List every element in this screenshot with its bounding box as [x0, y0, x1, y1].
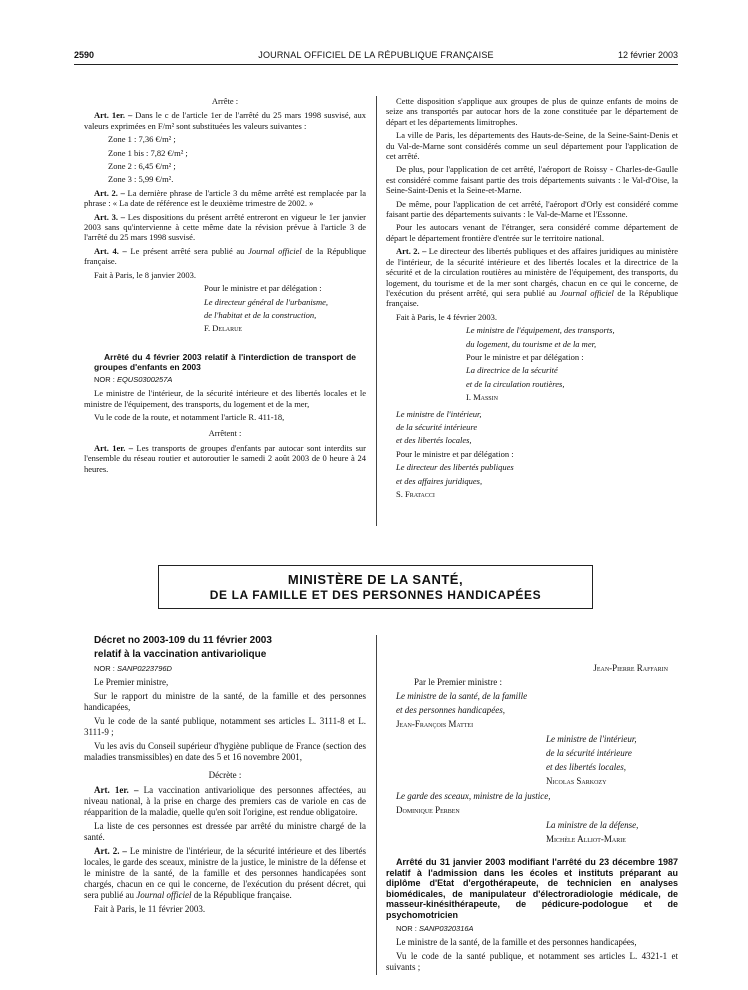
arrete-ergotherapeute: Arrêté du 31 janvier 2003 modifiant l'arrêté du 23 décembre 1987 relatif à l'admission dans les écoles et instituts préparant au diplôme d'Etat d'ergothérapeute, de technicien en analyses biomédicales, de manipulateur d'électroradiologie médicale, de masseur-kinésithérapeute, de pédicure-podologue et de psychomotricien NOR : SANP0320316A Le ministre de la santé, de la famille et des personnes handicapées, Vu le code de la santé publique, et notamment ses articles L. 4321-1 et suivants ; [386, 857, 678, 972]
article-2: Art. 2. – La dernière phrase de l'article 3 du même arrêté est remplacée par la phrase : « La date de référence est le deuxième trimestre de 2002. » [84, 187, 367, 209]
signature-defense: La ministre de la défense, Michèle Alliot-Marie [546, 820, 639, 844]
arrete-title: Arrêté du 4 février 2003 relatif à l'interdiction de transport de groupes d'enfants en 2003 [94, 351, 356, 372]
column-divider [376, 96, 377, 526]
signature-sante: Le ministre de la santé, de la famille et des personnes handicapées, Jean-François Mattei [396, 691, 528, 729]
ministry-line-1: MINISTÈRE DE LA SANTÉ, [287, 572, 464, 587]
signature-justice: Le garde des sceaux, ministre de la justice, Dominique Perben [396, 791, 551, 815]
header-rule [74, 64, 678, 65]
zone-1-bis: Zone 1 bis : 7,82 €/m² ; [108, 147, 188, 158]
fait-a-paris: Fait à Paris, le 8 janvier 2003. [94, 269, 196, 280]
signature-interieur-2: Le ministre de l'intérieur, de la sécurité intérieure et des libertés locales, Nicolas Sarkozy [546, 734, 637, 786]
signature-equipement: Le ministre de l'équipement, des transports, du logement, du tourisme et de la mer, Pour le ministre et par délégation : La directrice de la sécurité et de la circulation routières, I. Massin [466, 325, 615, 403]
zone-1: Zone 1 : 7,36 €/m² ; [108, 134, 176, 145]
zone-3: Zone 3 : 5,99 €/m². [108, 174, 174, 185]
nor-reference: NOR : EQUS0300257A [94, 374, 173, 384]
article-3: Art. 3. – Les dispositions du présent arrêté entreront en vigueur le 1er janvier 2003 sans qu'intervienne à cette même date la révision prévue à l'article 3 de l'arrêté du 25 mars 1998 susvisé. [84, 211, 366, 243]
decret-column: Décret no 2003-109 du 11 février 2003 relatif à la vaccination antivariolique NOR : SANP0223796D Le Premier ministre, Sur le rapport du ministre de la santé, de la famille et des personnes handicapées, Vu le code de la santé publique, notamment ses articles L. 3111-8 et L. 3111-9 ; Vu les avis du Conseil supérieur d'hygiène publique de France (section des maladies transmissibles) en date des 5 et 16 novembre 2001, Décrète : Art. 1er. – La vaccination antivariolique des personnes affectées, au niveau national, à la prise en charge des premiers cas de variole en cas de réapparition de la maladie, quelle qu'en soit l'origine, est rendue obligatoire. La liste de ces personnes est dressée par arrêté du ministre chargé de la santé. Art. 2. – Le ministre de l'intérieur, de la sécurité intérieure et des libertés locales, le garde des sceaux, ministre de la justice, le ministre de la défense et le ministre de la santé, de la famille et des personnes handicapées sont chargés, chacun en ce qui le concerne, de l'exécution du présent décret, qui sera publié au Journal officiel de la République française. Fait à Paris, le 11 février 2003. [84, 635, 367, 914]
arrete-transport-enfants: Arrêté du 4 février 2003 relatif à l'interdiction de transport de groupes d'enfants en 2003 NOR : EQUS0300257A Le ministre de l'intérieur, de la sécurité intérieure et des libertés locales et le ministre de l'équipement, des transports, du logement et de la mer, Vu le code de la route, et notamment l'article R. 411-18, Arrêtent : Art. 1er. – Les transports de groupes d'enfants par autocar sont interdits sur l'ensemble du réseau routier et autoroutier le samedi 2 août 2003 de 0 heure à 24 heures. [84, 351, 367, 474]
journal-title: JOURNAL OFFICIEL DE LA RÉPUBLIQUE FRANÇAISE [258, 50, 494, 60]
decret-title-1: Décret no 2003-109 du 11 février 2003 [94, 635, 272, 646]
signature-interieur: Le ministre de l'intérieur, de la sécurité intérieure et des libertés locales, Pour le ministre et par délégation : Le directeur des libertés publiques et des affaires juridiques, S. Fratacci [396, 408, 514, 499]
decret-article-1: Art. 1er. – La vaccination antivariolique des personnes affectées, au niveau national, à la prise en charge des premiers cas de variole en cas de réapparition de la maladie, quelle qu'en soit l'origine, est rendue obligatoire. [84, 785, 367, 817]
issue-date: 12 février 2003 [617, 50, 678, 60]
arrete-3-title: Arrêté du 31 janvier 2003 modifiant l'arrêté du 23 décembre 1987 relatif à l'admission dans les écoles et instituts préparant au diplôme d'Etat d'ergothérapeute, de technicien en analyses biomédicales, de manipulateur d'électroradiologie médicale, de masseur-kinésithérapeute, de pédicure-podologue et de psychomotricien [386, 857, 678, 920]
page-header [74, 50, 678, 64]
bottom-right-column: Jean-Pierre Raffarin Par le Premier ministre : Le ministre de la santé, de la famille et des personnes handicapées, Jean-François Mattei Le ministre de l'intérieur, de la sécurité intérieure et des libertés locales, Nicolas Sarkozy Le garde des sceaux, ministre de la justice, Dominique Perben La ministre de la défense, Michèle Alliot-Marie Arrêté du 31 janvier 2003 modifiant l'arrêté du 23 décembre 1987 relatif à l'admission dans les écoles et instituts préparant au diplôme d'Etat d'ergothérapeute, de technicien en analyses biomédicales, de manipulateur d'électroradiologie médicale, de masseur-kinésithérapeute, de pédicure-podologue et de psychomotricien NOR : SANP0320316A Le ministre de la santé, de la famille et des personnes handicapées, Vu le code de la santé publique, et notamment ses articles L. 4321-1 et suivants ; [386, 663, 678, 972]
top-left-column [84, 96, 366, 477]
arrete-label: Arrête : [211, 96, 239, 106]
arrete-3-nor: NOR : SANP0320316A [396, 924, 474, 933]
decret-title-2: relatif à la vaccination antivariolique [94, 649, 267, 660]
ministry-heading [158, 565, 593, 609]
decret-nor: NOR : SANP0223796D [94, 664, 172, 673]
article-4: Art. 4. – Le présent arrêté sera publié au Journal officiel de la République française. [84, 245, 367, 267]
signature-block: Pour le ministre et par délégation : Le directeur général de l'urbanisme, de l'habitat et de la construction, F. Delarue [204, 283, 329, 334]
zone-2: Zone 2 : 6,45 €/m² ; [108, 161, 176, 172]
decret-article-2: Art. 2. – Le ministre de l'intérieur, de la sécurité intérieure et des libertés locales, le garde des sceaux, ministre de la justice, le ministre de la défense et le ministre de la santé, de la famille et des personnes handicapées sont chargés, chacun en ce qui le concerne, de l'exécution du présent décret, qui sera publié au Journal officiel de la République française. [84, 846, 366, 900]
ministry-line-2: DE LA FAMILLE ET DES PERSONNES HANDICAPÉES [209, 588, 542, 602]
article-1: Art. 1er. – Dans le c de l'article 1er de l'arrêté du 25 mars 1998 susvisé, aux valeurs exprimées en F/m² sont substituées les valeurs suivantes : [84, 110, 366, 131]
page-number: 2590 [74, 50, 95, 60]
article-2-right: Art. 2. – Le directeur des libertés publiques et des affaires juridiques au ministère de l'intérieur, de la sécurité intérieure et des libertés locales et la directrice de la sécurité et de la circulation routières au ministère de l'équipement, des transports, du logement, du tourisme et de la mer sont chargés, chacun en ce qui le concerne, de l'exécution du présent arrêté, qui sera publié au Journal officiel de la République française. [386, 246, 678, 309]
column-divider-bottom [376, 635, 377, 975]
article-1-transport: Art. 1er. – Les transports de groupes d'enfants par autocar sont interdits sur l'ensemble du réseau routier et autoroutier le samedi 2 août 2003 de 0 heure à 24 heures. [84, 442, 367, 474]
signature-premier-ministre: Jean-Pierre Raffarin [593, 663, 668, 673]
top-right-column: Cette disposition s'applique aux groupes de plus de quinze enfants de moins de seize ans transportés par autocar hors de la zone constituée par le département de départ et les départements limitrophes. La ville de Paris, les départements des Hauts-de-Seine, de la Seine-Saint-Denis et du Val-de-Marne sont considérés comme un seul département pour l'application de cet arrêté. De plus, pour l'application de cet arrêté, l'aéroport de Roissy - Charles-de-Gaulle est considéré comme faisant partie des trois départements suivants : le Val-d'Oise, la Seine-Saint-Denis et la Seine-et-Marne. De même, pour l'application de cet arrêté, l'aéroport d'Orly est considéré comme faisant partie des départements suivants : le Val-de-Marne et l'Essonne. Pour les autocars venant de l'étranger, sera considéré comme département de départ le département frontière d'entrée sur le territoire national. Art. 2. – Le directeur des libertés publiques et des affaires juridiques au ministère de l'intérieur, de la sécurité intérieure et des libertés locales et la directrice de la sécurité et de la circulation routières au ministère de l'équipement, des transports, du logement, du tourisme et de la mer sont chargés, chacun en ce qui le concerne, de l'exécution du présent arrêté, qui sera publié au Journal officiel de la République française. Fait à Paris, le 4 février 2003. Le ministre de l'équipement, des transports, du logement, du tourisme et de la mer, Pour le ministre et par délégation : La directrice de la sécurité et de la circulation routières, I. Massin Le ministre de l'intérieur, de la sécurité intérieure et des libertés locales, Pour le ministre et par délégation : Le directeur des libertés publiques et des affaires juridiques, S. Fratacci [386, 96, 678, 499]
